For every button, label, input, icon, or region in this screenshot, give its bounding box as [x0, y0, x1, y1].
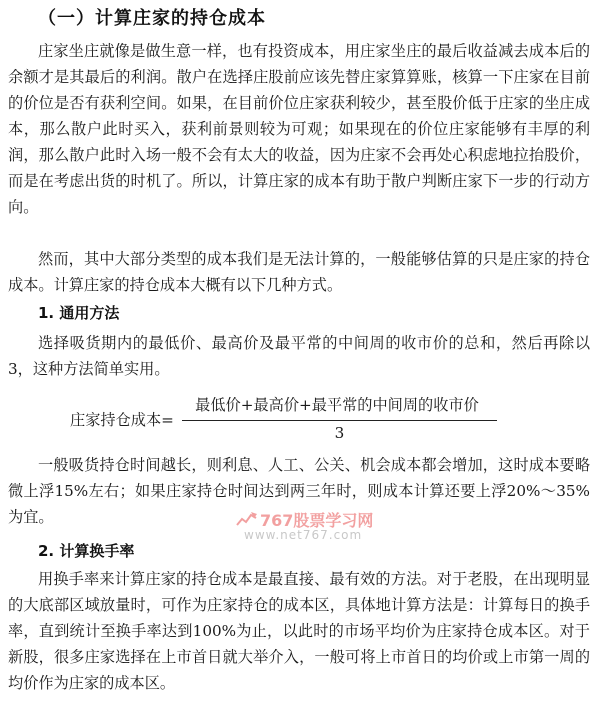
paragraph-turnover	[8, 566, 590, 696]
paragraph-text: 庄家坐庄就像是做生意一样，也有投资成本，用庄家坐庄的最后收益减去成本后的余额才是其最后的利润。散户在选择庄股前应该先替庄家算算账，核算一下庄家在目前的价位是否有获利空间。如果，在目前价位庄家获利较少，甚至股价低于庄家的坐庄成本，那么散户此时买入，获利前景则较为可观；如果现在的价位庄家能够有丰厚的利润，那么散户此时入场一般不会有太大的收益，因为庄家不会再处心积虑地拉抬股价，而是在考虑出货的时机了。所以，计算庄家的成本有助于散户判断庄家下一步的行动方向。	[8, 42, 590, 216]
subheading-turnover: 2. 计算换手率	[38, 542, 135, 560]
paragraph-methods	[8, 246, 590, 298]
cost-formula	[70, 394, 590, 448]
paragraph-general-method	[8, 330, 590, 382]
section-heading: （一）计算庄家的持仓成本	[38, 8, 266, 29]
formula-lhs: 庄家持仓成本=	[70, 411, 174, 429]
formula-denominator: 3	[334, 424, 345, 442]
paragraph-intro	[8, 38, 590, 220]
watermark-text: 767股票学习网	[260, 511, 374, 530]
watermark-url: www.net767.com	[244, 528, 363, 542]
paragraph-text: 选择吸货期内的最低价、最高价及最平常的中间周的收市价的总和，然后再除以3，这种方法简单实用。	[8, 334, 590, 378]
fraction-bar	[182, 420, 497, 421]
watermark	[236, 508, 374, 530]
paragraph-text: 然而，其中大部分类型的成本我们是无法计算的，一般能够估算的只是庄家的持仓成本。计算庄家的持仓成本大概有以下几种方式。	[8, 250, 590, 294]
subheading-general-method: 1. 通用方法	[38, 304, 120, 322]
chart-logo-icon	[236, 510, 258, 528]
paragraph-text: 一般吸货持仓时间越长，则利息、人工、公关、机会成本都会增加，这时成本要略微上浮15%左右；如果庄家持仓时间达到两三年时，则成本计算还要上浮20%～35%为宜。	[8, 456, 590, 526]
paragraph-text: 用换手率来计算庄家的持仓成本是最直接、最有效的方法。对于老股，在出现明显的大底部区域放量时，可作为庄家持仓的成本区，具体地计算方法是：计算每日的换手率，直到统计至换手率达到100%为止，以此时的市场平均价为庄家持仓成本区。对于新股，很多庄家选择在上市首日就大举介入，一般可将上市首日的均价或上市第一周的均价作为庄家的成本区。	[8, 570, 590, 692]
formula-numerator: 最低价+最高价+最平常的中间周的收市价	[195, 396, 479, 414]
